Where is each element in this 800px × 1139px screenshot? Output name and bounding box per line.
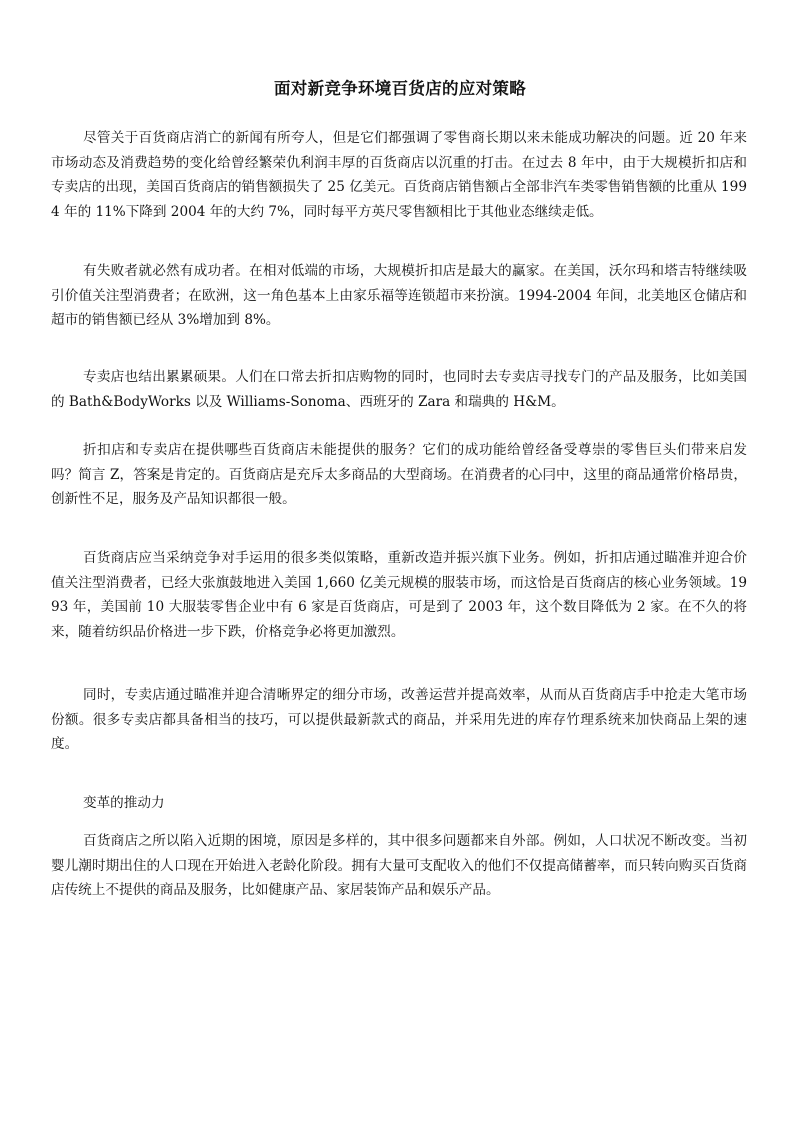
paragraph: 百货商店应当采纳竞争对手运用的很多类似策略，重新改造并振兴旗下业务。例如，折扣店通过瞄准并迎合价值关注型消费者，已经大张旗鼓地进入美国 1,660 亿美元规模的服装市场，而这恰是百货商店的核心业务领域。1993 年，美国前 10 大服装零售企业中有 6 家是百货商店，可是到了 2003 年，这个数目降低为 2 家。在不久的将来，随着纺织品价格进一步下跌，价格竞争必将更加激烈。: [51, 550, 747, 640]
paragraph: 专卖店也结出累累硕果。人们在口常去折扣店购物的同时，也同时去专卖店寻找专门的产品及服务，比如美国的 Bath&BodyWorks 以及 Williams-Sonoma、西班牙的 Zara 和瑞典的 H&M。: [51, 369, 747, 410]
section-heading: 变革的推动力: [83, 795, 165, 811]
paragraph: 折扣店和专卖店在提供哪些百货商店未能提供的服务？它们的成功能给曾经备受尊崇的零售巨头们带来启发吗？简言 Z，答案是肯定的。百货商店是充斥太多商品的大型商场。在消费者的心冃中，这里的商品通常价格昂贵，创新性不足，服务及产品知识都很一般。: [51, 442, 747, 507]
paragraph: 同时，专卖店通过瞄准并迎合清晰界定的细分市场，改善运营并提高效率，从而从百货商店手中抢走大笔市场份额。很多专卖店都具备相当的技巧，可以提供最新款式的商品，并采用先进的库存竹理系统来加快商品上架的速度。: [51, 687, 747, 752]
document-title: 面对新竞争环境百货店的应对策略: [274, 79, 526, 98]
paragraph: 尽管关于百货商店消亡的新闻有所夸人，但是它们都强调了零售商长期以来未能成功解决的问题。近 20 年来市场动态及消费趋势的变化给曾经繁荣仇利润丰厚的百货商店以沉重的打击。在过去 8 年中，由于大规模折扣店和专卖店的出现，美国百货商店的销售额损失了 25 亿美元。百货商店销售额占全部非汽车类零售销售额的比重从 1994 年的 11%下降到 2004 年的大约 7%，同时每平方英尺零售额相比于其他业态继续走低。: [51, 130, 747, 220]
paragraph: 百货商店之所以陷入近期的困境，原因是多样的，其中很多问题都来自外部。例如，人口状况不断改变。当初婴儿潮时期出住的人口现在开始进入老龄化阶段。拥有大量可支配收入的他们不仅提高储蓄率，而只转向购买百货商店传统上不提供的商品及服务，比如健康产品、家居装饰产品和娱乐产品。: [51, 833, 747, 898]
paragraph: 有失败者就必然有成功者。在相对低端的市场，大规模折扣店是最大的赢家。在美国，沃尔玛和塔吉特继续吸引价值关注型消费者；在欧洲，这一角色基本上由家乐福等连锁超市来扮演。1994-2004 年间，北美地区仓储店和超市的销售额已经从 3%增加到 8%。: [51, 263, 747, 328]
